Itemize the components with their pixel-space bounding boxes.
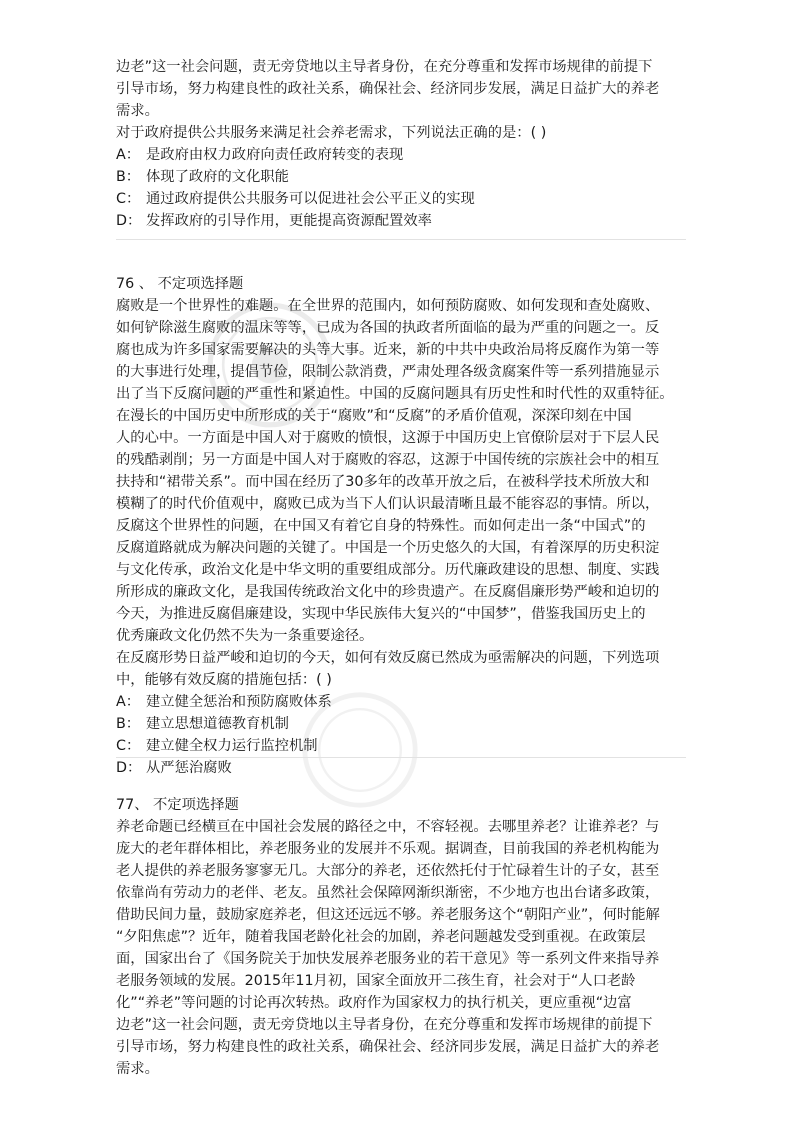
divider xyxy=(116,239,686,240)
option-text: 从严惩治腐败 xyxy=(146,760,232,776)
option-d[interactable] xyxy=(116,757,674,779)
option-text: 建立健全惩治和预防腐败体系 xyxy=(146,694,332,710)
option-text: 建立健全权力运行监控机制 xyxy=(146,738,318,754)
text-line: 需求。 xyxy=(116,103,159,119)
question-header: 77、 不定项选择题 xyxy=(116,797,239,813)
option-letter: C： xyxy=(116,738,141,754)
text-line: 依靠尚有劳动力的老伴、老友。虽然社会保障网渐织渐密，不少地方也出台诸多政策， xyxy=(116,885,660,901)
text-line: 老人提供的养老服务寥寥无几。大部分的养老，还依然托付于忙碌着生计的子女，甚至 xyxy=(116,863,660,879)
option-letter: D： xyxy=(116,213,142,229)
text-line: 在漫长的中国历史中所形成的关于“腐败”和“反腐”的矛盾价值观，深深印刻在中国 xyxy=(116,408,632,424)
text-line: 养老命题已经横亘在中国社会发展的路径之中，不容轻视。去哪里养老？让谁养老？与 xyxy=(116,819,660,835)
option-c[interactable] xyxy=(116,188,659,210)
question-prompt: 在反腐形势日益严峻和迫切的今天，如何有效反腐已然成为亟需解决的问题，下列选项 xyxy=(116,650,660,666)
option-letter: A： xyxy=(116,694,141,710)
option-text: 发挥政府的引导作用，更能提高资源配置效率 xyxy=(146,213,432,229)
text-line: 需求。 xyxy=(116,1061,159,1077)
option-a[interactable] xyxy=(116,691,674,713)
option-letter: B： xyxy=(116,169,141,185)
text-line: 扶持和“裙带关系”。而中国在经历了30多年的改革开放之后，在被科学技术所放大和 xyxy=(116,474,650,490)
option-text: 通过政府提供公共服务可以促进社会公平正义的实现 xyxy=(146,191,475,207)
text-line: 所形成的廉政文化，是我国传统政治文化中的珍贵遗产。在反腐倡廉形势严峻和迫切的 xyxy=(116,584,660,600)
text-line: 模糊了的时代价值观中，腐败已成为当下人们认识最清晰且最不能容忍的事情。所以， xyxy=(116,496,660,512)
text-line: 与文化传承，政治文化是中华文明的重要组成部分。历代廉政建设的思想、制度、实践 xyxy=(116,562,660,578)
question-header: 76 、 不定项选择题 xyxy=(116,276,244,292)
option-a[interactable] xyxy=(116,144,659,166)
question-77 xyxy=(116,794,660,1080)
text-line: 边老”这一社会问题，责无旁贷地以主导者身份，在充分尊重和发挥市场规律的前提下 xyxy=(116,1017,653,1033)
option-letter: D： xyxy=(116,760,142,776)
text-line: 腐也成为许多国家需要解决的头等大事。近来，新的中共中央政治局将反腐作为第一等 xyxy=(116,342,660,358)
text-line: 边老”这一社会问题，责无旁贷地以主导者身份，在充分尊重和发挥市场规律的前提下 xyxy=(116,59,653,75)
text-line: 的大事进行处理，提倡节俭，限制公款消费，严肃处理各级贪腐案件等一系列措施显示 xyxy=(116,364,660,380)
option-c[interactable] xyxy=(116,735,674,757)
text-line: 优秀廉政文化仍然不失为一条重要途径。 xyxy=(116,628,374,644)
option-b[interactable] xyxy=(116,713,674,735)
text-line: 反腐这个世界性的问题，在中国又有着它自身的特殊性。而如何走出一条“中国式”的 xyxy=(116,518,646,534)
text-line: 人的心中。一方面是中国人对于腐败的愤恨，这源于中国历史上官僚阶层对于下层人民 xyxy=(116,430,660,446)
text-line: 庞大的老年群体相比，养老服务业的发展并不乐观。据调查，目前我国的养老机构能为 xyxy=(116,841,660,857)
option-text: 建立思想道德教育机制 xyxy=(146,716,289,732)
text-line: 腐败是一个世界性的难题。在全世界的范围内，如何预防腐败、如何发现和查处腐败、 xyxy=(116,298,660,314)
divider xyxy=(116,757,686,758)
top-block xyxy=(116,56,659,232)
option-d[interactable] xyxy=(116,210,659,232)
text-line: 化”“养老”等问题的讨论再次转热。政府作为国家权力的执行机关，更应重视“边富 xyxy=(116,995,632,1011)
question-76 xyxy=(116,273,674,779)
option-b[interactable] xyxy=(116,166,659,188)
option-letter: C： xyxy=(116,191,141,207)
text-line: 老服务领域的发展。2015年11月初，国家全面放开二孩生育，社会对于“人口老龄 xyxy=(116,973,636,989)
text-line: 今天，为推进反腐倡廉建设，实现中华民族伟大复兴的“中国梦”，借鉴我国历史上的 xyxy=(116,606,646,622)
text-line: 出了当下反腐问题的严重性和紧迫性。中国的反腐问题具有历史性和时代性的双重特征。 xyxy=(116,386,674,402)
option-letter: B： xyxy=(116,716,141,732)
question-prompt: 中，能够有效反腐的措施包括：( ) xyxy=(116,672,332,688)
option-text: 是政府由权力政府向责任政府转变的表现 xyxy=(146,147,404,163)
text-line: 反腐道路就成为解决问题的关键了。中国是一个历史悠久的大国，有着深厚的历史积淀 xyxy=(116,540,660,556)
option-text: 体现了政府的文化职能 xyxy=(146,169,289,185)
text-line: 如何铲除滋生腐败的温床等等，已成为各国的执政者所面临的最为严重的问题之一。反 xyxy=(116,320,660,336)
question-prompt: 对于政府提供公共服务来满足社会养老需求，下列说法正确的是：( ) xyxy=(116,125,547,141)
text-line: 引导市场，努力构建良性的政社关系，确保社会、经济同步发展，满足日益扩大的养老 xyxy=(116,81,660,97)
text-line: 借助民间力量，鼓励家庭养老，但这还远远不够。养老服务这个“朝阳产业”，何时能解 xyxy=(116,907,660,923)
text-line: “夕阳焦虑”？近年，随着我国老龄化社会的加剧，养老问题越发受到重视。在政策层 xyxy=(116,929,646,945)
text-line: 面，国家出台了《国务院关于加快发展养老服务业的若干意见》等一系列文件来指导养 xyxy=(116,951,660,967)
option-letter: A： xyxy=(116,147,141,163)
text-line: 引导市场，努力构建良性的政社关系，确保社会、经济同步发展，满足日益扩大的养老 xyxy=(116,1039,660,1055)
text-line: 的残酷剥削；另一方面是中国人对于腐败的容忍，这源于中国传统的宗族社会中的相互 xyxy=(116,452,660,468)
